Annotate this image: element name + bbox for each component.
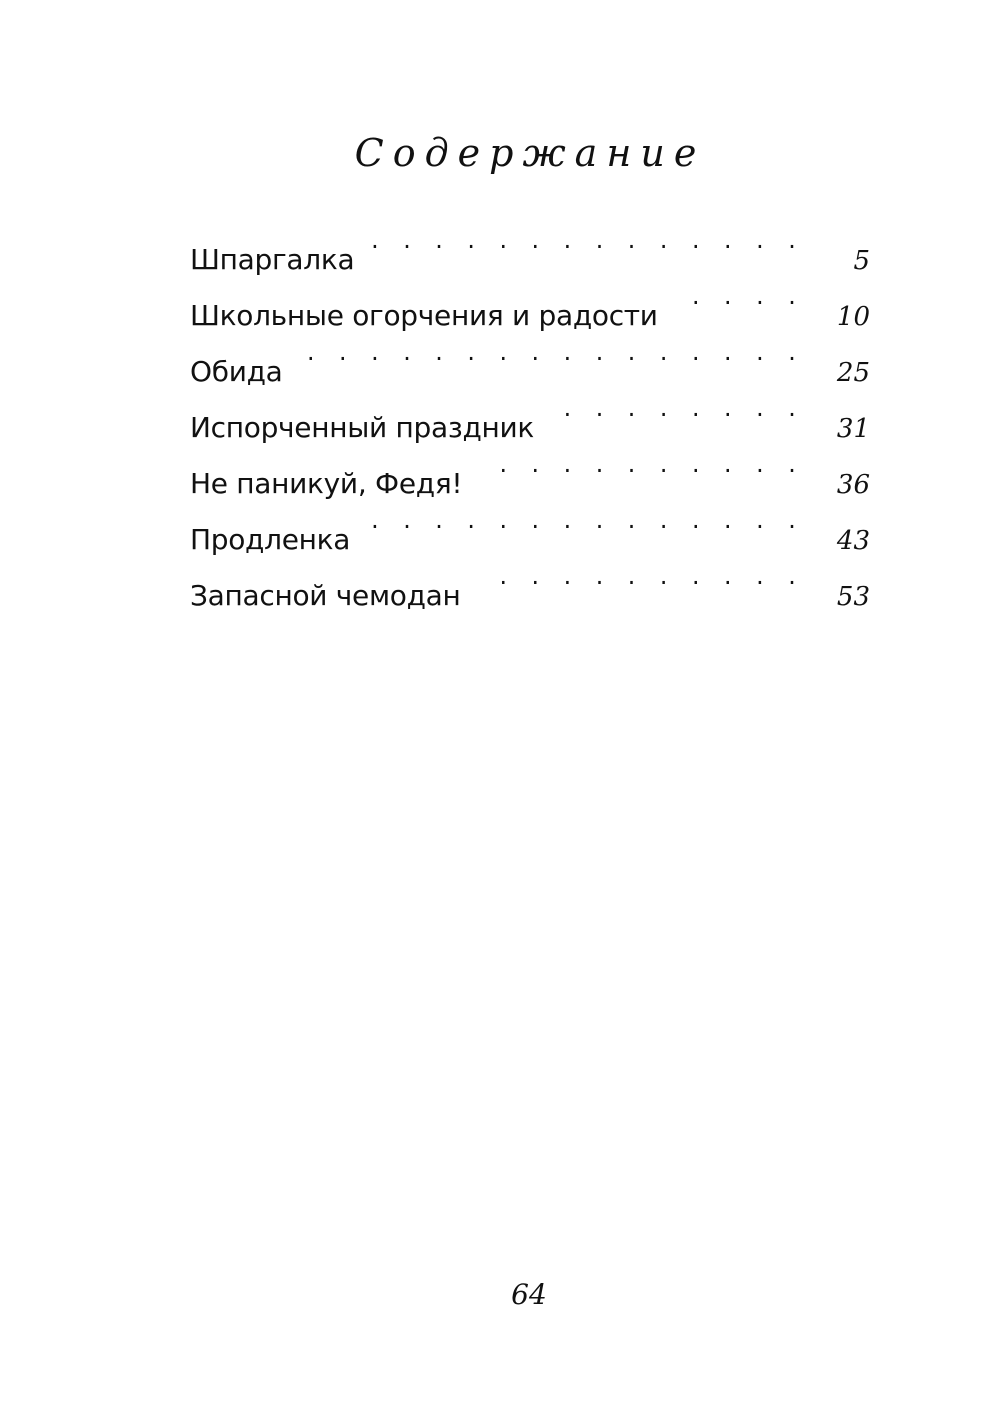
toc-entry-title: Школьные огорчения и радости	[190, 299, 658, 332]
dot-leader	[479, 549, 802, 605]
toc-entry-title: Обида	[190, 355, 283, 388]
toc-entry-page: 25	[836, 358, 870, 388]
dot-leader	[676, 269, 802, 325]
toc-entry[interactable]	[190, 381, 870, 444]
toc-entry-title: Испорченный праздник	[190, 411, 535, 444]
dot-leader	[480, 437, 802, 493]
toc-entry-page: 10	[836, 302, 870, 332]
dot-leader	[552, 381, 802, 437]
toc-entry-title: Не паникуй, Федя!	[190, 467, 463, 500]
page-number: 64	[511, 1278, 547, 1311]
toc-entry-page: 5	[853, 246, 870, 276]
toc-entry-page: 31	[836, 414, 870, 444]
dot-leader	[301, 325, 802, 381]
toc-entry-title: Запасной чемодан	[190, 579, 461, 612]
toc-entry-title: Продленка	[190, 523, 351, 556]
dot-leader	[368, 493, 802, 549]
toc-entry-page: 53	[836, 582, 870, 612]
toc-entry[interactable]	[190, 213, 870, 276]
table-of-contents	[190, 213, 870, 612]
toc-entry-title: Шпаргалка	[190, 243, 355, 276]
toc-entry-page: 36	[836, 470, 870, 500]
page-title: Содержание	[354, 131, 706, 175]
toc-entry-page: 43	[836, 526, 870, 556]
dot-leader	[372, 213, 802, 269]
